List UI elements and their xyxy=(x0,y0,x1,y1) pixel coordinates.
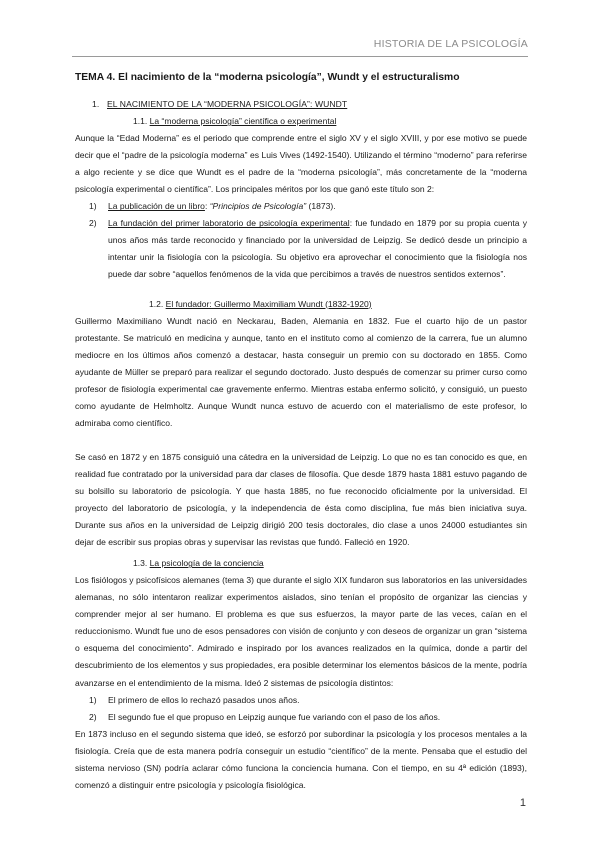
paragraph-1-1: Aunque la “Edad Moderna” es el periodo que comprende entre el siglo XV y el siglo XVIII, y por ese motivo se puede decir que el “padre de la psicología moderna” es Luis Vives (1492-1540). Utilizando el término “moderno” para referirse a algo reciente y se dice que Wundt es el padre de la “moderna psicología”, más concretamente de la “moderna psicología experimental o científica”. Los principales méritos por los que ganó este título son 2: xyxy=(75,133,527,195)
system-item-2 xyxy=(75,709,527,726)
topic-title: TEMA 4. El nacimiento de la “moderna psicología”, Wundt y el estructuralismo xyxy=(75,72,460,83)
subsection-1-1-heading xyxy=(133,113,527,130)
paragraph-1-2-a: Guillermo Maximiliano Wundt nació en Neckarau, Baden, Alemania en 1832. Fue el cuarto hijo de un pastor protestante. Se matriculó en medicina y aunque, tanto en el instituto como al comienzo de la carrera, fue un alumno mediocre en los últimos años comenzó a destacar, hasta conseguir un premio con su doctorado en 1855. Como ayudante de Müller se preparó para realizar el segundo doctorado. Justo después de comenzar su primer curso como profesor de fisiología experimental cae gravemente enfermo. Mientras estaba enfermo solicitó, y consiguió, un puesto como ayudante de Helmholtz. Aunque Wundt nunca estuvo de acuerdo con el materialismo de este profesor, lo admiraba como científico. xyxy=(75,315,527,428)
merits-list xyxy=(75,198,527,283)
system-text: El segundo fue el que propuso en Leipzig aunque fue variando con el paso de los años. xyxy=(108,711,441,722)
merit-sep: : xyxy=(204,201,210,212)
section-1-number: 1. xyxy=(92,99,100,109)
subsection-1-2-heading xyxy=(149,296,527,313)
paragraph-1-2-b: Se casó en 1872 y en 1875 consiguió una cátedra en la universidad de Leipzig. Lo que no es tan conocido es que, en realidad fue contratado por la universidad para dar clases de filosofía. Que desde 1879 hasta 1881 estuvo pagando de su bolsillo su laboratorio de psicología. Y que hasta 1885, no fue reconocido oficialmente por la universidad. El proyecto del laboratorio de psicología, y la independencia de ésta como disciplina, fue más bien iniciativa suya. Durante sus años en la universidad de Leipzig dirigió 200 tesis doctorales, dio clase a unos 24000 estudiantes sin dejar de escribir sus propias obras y supervisar las revistas que fundó. Falleció en 1920. xyxy=(75,451,527,548)
merit-rest: : fue fundado en 1879 por su propia cuenta y unos años más tarde reconocido y financiado por la universidad de Leipzig. Se dedicó desde un principio a intentar unir la fisiología con la psicología. Su objetivo era aprovechar el conocimiento que la fisiología nos puede dar sobre “aquellos fenómenos de la vida que percibimos a través de nuestros sentidos externos”. xyxy=(108,218,527,280)
book-title: “Principios de Psicología” xyxy=(209,201,307,212)
merit-rest: (1873). xyxy=(306,201,336,212)
list-marker: 2) xyxy=(89,711,97,722)
list-marker: 1) xyxy=(89,694,97,705)
merit-item-2 xyxy=(75,215,527,283)
document-body xyxy=(75,71,527,794)
subsection-1-1-title: La “moderna psicología” científica o experimental xyxy=(149,116,337,127)
subsection-1-2-title: El fundador: Guillermo Maximiliam Wundt (1832-1920) xyxy=(165,298,372,309)
merit-lead: La fundación del primer laboratorio de psicología experimental xyxy=(108,218,350,229)
subsection-1-1-number: 1.1. xyxy=(133,116,148,127)
list-marker: 2) xyxy=(89,218,97,229)
running-header: HISTORIA DE LA PSICOLOGÍA xyxy=(373,38,528,50)
system-text: El primero de ellos lo rechazó pasados unos años. xyxy=(108,694,300,705)
subsection-1-3-heading xyxy=(133,555,527,572)
section-1-heading xyxy=(92,96,527,113)
section-1-title: EL NACIMIENTO DE LA “MODERNA PSICOLOGÍA”: WUNDT xyxy=(107,99,348,109)
header-rule xyxy=(72,56,528,57)
system-item-1 xyxy=(75,692,527,709)
subsection-1-3-title: La psicología de la conciencia xyxy=(149,558,264,569)
merit-item-1 xyxy=(75,198,527,215)
list-marker: 1) xyxy=(89,201,97,212)
paragraph-1-3-b: En 1873 incluso en el segundo sistema que ideó, se esforzó por subordinar la psicología y los procesos mentales a la fisiología. Creía que de esta manera podría conseguir un estudio “científico” de la mente. Pensaba que el estudio del sistema nervioso (SN) podría aclarar cómo funciona la conciencia humana. Con el tiempo, en su 4ª edición (1893), comenzó a distinguir entre psicología y psicología fisiológica. xyxy=(75,728,527,790)
paragraph-1-3-a: Los fisiólogos y psicofísicos alemanes (tema 3) que durante el siglo XIX fundaron sus laboratorios en las universidades alemanas, no sólo intentaron realizar experimentos aislados, sino tenían el propósito de organizar las ciencias y comprender mejor al ser humano. El problema es que sus esfuerzos, la mayor parte de las veces, caían en el reduccionismo. Wundt fue uno de esos pensadores con visión de conjunto y con deseos de organizar un gran “sistema o esquema del conocimiento”. Admirado e inspirado por los avances realizados en la química, donde a partir del descubrimiento de los elementos y sus propiedades, era posible determinar los elementos básicos de la mente, podría avanzarse en el entendimiento de la misma. Ideó 2 sistemas de psicología distintos: xyxy=(75,575,527,688)
page-number: 1 xyxy=(519,797,526,809)
systems-list xyxy=(75,692,527,726)
merit-lead: La publicación de un libro xyxy=(108,201,205,212)
spacer xyxy=(75,432,527,449)
spacer xyxy=(75,284,527,296)
subsection-1-2-number: 1.2. xyxy=(149,298,164,309)
subsection-1-3-number: 1.3. xyxy=(133,558,148,569)
